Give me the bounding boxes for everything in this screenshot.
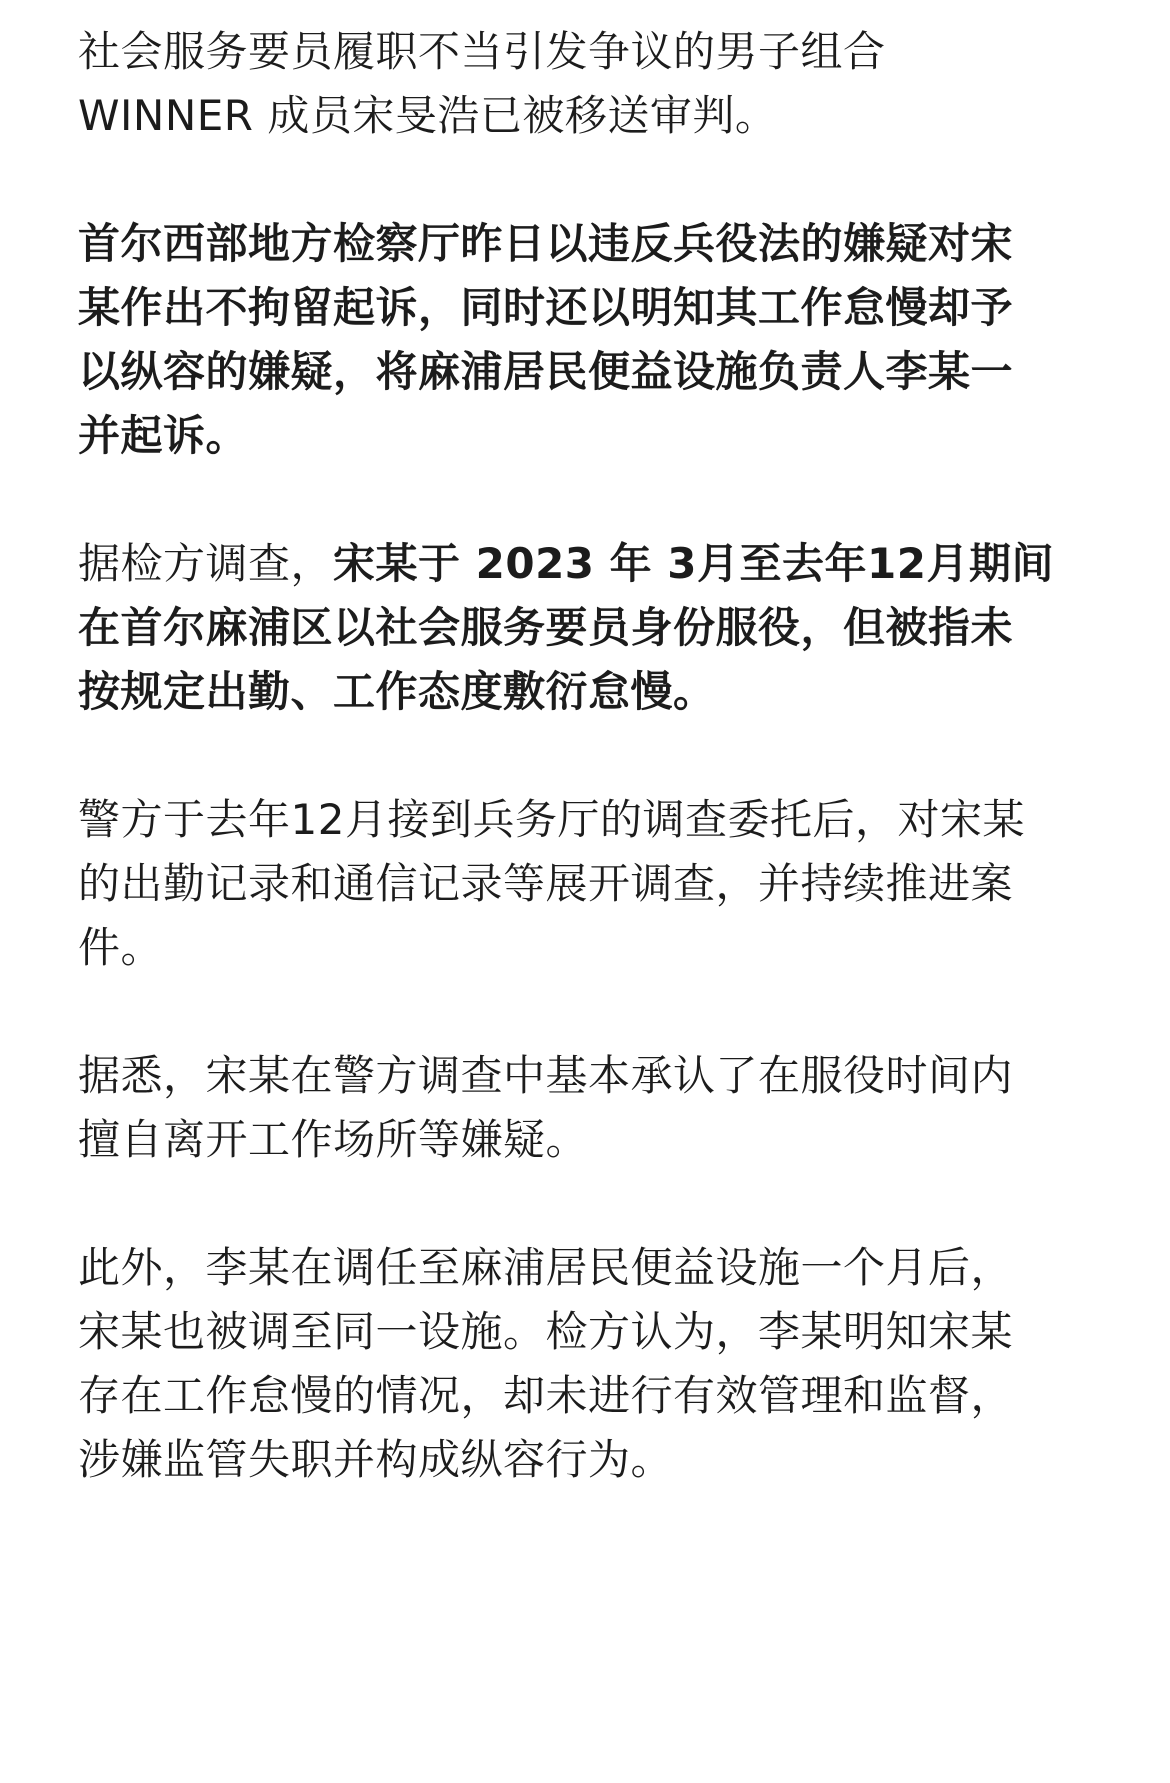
paragraph-3-line-1-bold: 宋某于 2023 年 3月至去年12月期间 [333,539,1054,588]
paragraph-2-line-1: 首尔西部地方检察厅昨日以违反兵役法的嫌疑对宋 [78,219,1014,268]
paragraph-4-line-1: 警方于去年12月接到兵务厅的调查委托后，对宋某 [78,795,1025,844]
paragraph-2-line-4: 并起诉。 [78,411,249,460]
paragraph-3-line-2: 在首尔麻浦区以社会服务要员身份服役，但被指未 [78,603,1014,652]
paragraph-2-line-3: 以纵容的嫌疑，将麻浦居民便益设施负责人李某一 [78,347,1014,396]
paragraph-3-line-1-regular: 据检方调查， [78,539,334,588]
paragraph-6-line-4: 涉嫌监管失职并构成纵容行为。 [78,1435,674,1484]
paragraph-4-line-2: 的出勤记录和通信记录等展开调查，并持续推进案 [78,859,1014,908]
paragraph-6-line-2: 宋某也被调至同一设施。检方认为，李某明知宋某 [78,1307,1014,1356]
paragraph-6-line-1: 此外，李某在调任至麻浦居民便益设施一个月后， [78,1243,1014,1292]
paragraph-5-line-2: 擅自离开工作场所等嫌疑。 [78,1115,589,1164]
paragraph-4-line-3: 件。 [78,923,164,972]
paragraph-1-line-2: WINNER 成员宋旻浩已被移送审判。 [78,91,778,140]
paragraph-1-line-1: 社会服务要员履职不当引发争议的男子组合 [78,27,886,76]
paragraph-6-line-3: 存在工作怠慢的情况，却未进行有效管理和监督， [78,1371,1014,1420]
paragraph-3-line-1 [78,540,1054,588]
paragraph-5-line-1: 据悉，宋某在警方调查中基本承认了在服役时间内 [78,1051,1014,1100]
paragraph-2-line-2: 某作出不拘留起诉，同时还以明知其工作怠慢却予 [78,283,1014,332]
paragraph-3-line-3: 按规定出勤、工作态度敷衍怠慢。 [78,667,716,716]
